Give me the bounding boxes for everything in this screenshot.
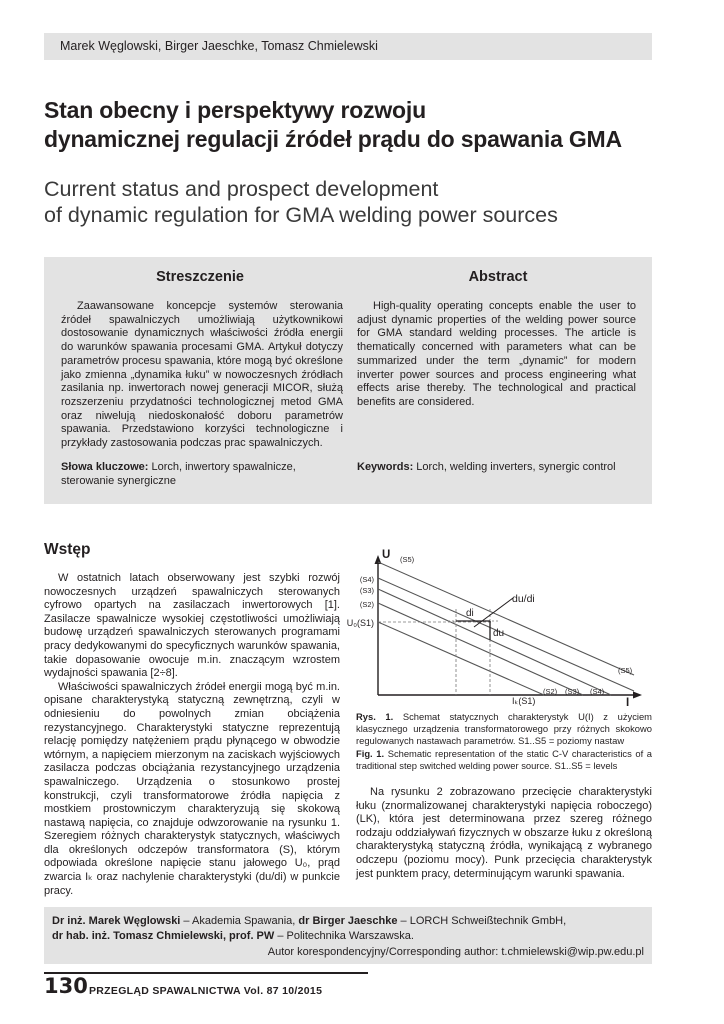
affiliation-1-org: – Akademia Spawania, xyxy=(180,915,299,927)
affiliations-box xyxy=(44,907,652,964)
page-number: 130 xyxy=(44,974,88,998)
abstract-en-heading: Abstract xyxy=(468,269,528,285)
title-polish-line-1: Stan obecny i perspektywy rozwoju xyxy=(44,97,426,123)
figure-1-diagram xyxy=(346,545,652,709)
label-s2: (S2) xyxy=(359,600,374,609)
label-u0: U₀(S1) xyxy=(346,618,374,628)
caption-pl-label: Rys. 1. xyxy=(356,711,394,722)
keywords-pl-label: Słowa kluczowe: xyxy=(61,461,149,473)
title-english-line-2: of dynamic regulation for GMA welding power sources xyxy=(44,203,558,227)
keywords-pl-text: Lorch, inwertory spawalnicze, sterowanie synergiczne xyxy=(61,461,296,487)
label-s4-bottom: (S4) xyxy=(590,687,605,696)
intro-paragraph-3: Na rysunku 2 zobrazowano przecięcie charakterystyki łuku (znormalizowanej charakterystyki napięcia roboczego) (LK), która jest determinowana przez szereg różnego rodzaju oddziaływań fizycznych w obszarze łuku z określoną charakterystyką statyczną źródła, wynikającą z wybranego odczepu (poziomu mocy). Punk przecięcia charakterystyk jest punktem pracy, determinującym warunki spawania. xyxy=(356,786,652,880)
caption-pl-text: Schemat statycznych charakterystyk U(I) z użyciem klasycznego urządzenia transformatorowego przy różnych skokowo regulowanych nastawach parametrów. S1..S5 = poziomy nastaw xyxy=(356,711,652,747)
label-s3: (S3) xyxy=(359,586,374,595)
footer-rule xyxy=(44,972,368,974)
label-s4: (S4) xyxy=(359,575,374,584)
label-di: di xyxy=(466,608,474,619)
characteristic-s4 xyxy=(378,578,634,691)
axis-u-label: U xyxy=(382,549,391,561)
keywords-en-text: Lorch, welding inverters, synergic control xyxy=(413,461,616,473)
label-s5-right: (S5) xyxy=(618,666,633,675)
authors-bar xyxy=(44,33,652,60)
intro-paragraph-1: W ostatnich latach obserwowany jest szybki rozwój nowoczesnych urządzeń spawalniczych sterowanych cyfrowo opartych na zasilaczach inwertorowych [1]. Zasilacze spawalnicze wysokiej częstotliwości umożliwiają budowę urządzeń spawalniczych sterowanych programami pracy dedykowanymi do specyficznych warunków spawania, takie dopasowanie owocuje m.in. znaczącym wzrostem wydajności spawania [2÷8]. xyxy=(44,572,340,680)
caption-en-label: Fig. 1. xyxy=(356,747,385,759)
abstract-en-text: High-quality operating concepts enable the user to adjust dynamic properties of the welding power source for GMA standard welding processes. The article is thematically concerned with parameters what can be summarized under the term „dynamic” for modern inverter power sources and process engineering what effects arise thereby. The technological and practical benefits are considered. xyxy=(357,300,636,408)
dudi-leader xyxy=(474,598,513,627)
abstract-pl-text: Zaawansowane koncepcje systemów sterowania źródeł spawalniczych umożliwiają użytkownikowi dostosowanie dynamicznych właściwości źródła energii do warunków spawania procesami GMA. Artykuł dotyczy parametrów procesu spawania, które mogą być określone jako zmienna „dynamika łuku” w nowoczesnych źródłach zasilania np. inwertorach nowej generacji MICOR, służą rozszerzeniu przydatności technologicznej metod GMA oraz niwelują niedoskonałość doboru parametrów spawania. Przedstawiono korzyści technologiczne i przykłady zastosowania podczas prac spawalniczych. xyxy=(61,300,343,450)
journal-name: PRZEGLĄD SPAWALNICTWA Vol. 87 10/2015 xyxy=(89,985,323,997)
title-english-line-1: Current status and prospect development xyxy=(44,177,439,201)
header-authors: Marek Węglowski, Birger Jaeschke, Tomasz Chmielewski xyxy=(60,39,378,53)
axis-i-label: I xyxy=(626,697,630,709)
caption-polish xyxy=(356,711,652,748)
title-polish-line-2: dynamicznej regulacji źródeł prądu do spawania GMA xyxy=(44,126,622,152)
affiliation-2-name: dr Birger Jaeschke xyxy=(298,915,398,927)
label-du: du xyxy=(493,628,505,639)
corresponding-author: Autor korespondencyjny/Corresponding author: t.chmielewski@wip.pw.edu.pl xyxy=(267,946,644,958)
affiliation-3-name: dr hab. inż. Tomasz Chmielewski, prof. PW xyxy=(52,930,275,942)
characteristic-s1 xyxy=(378,622,544,695)
title-english xyxy=(44,176,684,228)
figure-1-caption xyxy=(356,711,652,772)
characteristic-s2 xyxy=(378,603,583,695)
label-s5-top: (S5) xyxy=(400,555,415,564)
keywords-en xyxy=(357,461,639,475)
label-s3-bottom: (S3) xyxy=(565,687,580,696)
abstract-pl-heading: Streszczenie xyxy=(156,269,244,285)
title-polish xyxy=(44,96,664,154)
characteristic-s5 xyxy=(378,562,634,675)
label-ik: Iₖ(S1) xyxy=(512,696,536,706)
label-s2-bottom: (S2) xyxy=(543,687,558,696)
intro-right-column xyxy=(356,786,652,881)
keywords-en-label: Keywords: xyxy=(357,461,414,473)
keywords-pl xyxy=(61,461,343,488)
section-heading-intro: Wstęp xyxy=(44,541,91,558)
axis-i-arrow xyxy=(633,692,642,699)
intro-left-column xyxy=(44,572,340,898)
intro-paragraph-2: Właściwości spawalniczych źródeł energii mogą być m.in. opisane charakterystyką statyczną zewnętrzną, czyli w odniesieniu do powolnych zmian obciążenia rezystancyjnego. Charakterystyki statyczne reprezentują relację pomiędzy natężeniem prądu płynącego w obwodzie wtórnym, a napięciem mierzonym na zaciskach wyjściowych zasilacza podczas obciążania rezystancyjnego urządzenia spawalniczego. Urządzenia o stosunkowo prostej konstrukcji, czyli transformatorowe źródła napięcia z mostkiem prostowniczym charakteryzują się skokową nastawą napięcia, co znajduje odwzorowanie na rysunku 1. Szeregiem różnych charakterystyk statycznych, właściwych dla określonych odczepów transformatora (S), którym odpowiada określone napięcie stanu jałowego U₀, prąd zwarcia Iₖ oraz nachylenie charakterystyki (du/di) w punkcie pracy. xyxy=(44,680,340,897)
label-dudi: du/di xyxy=(512,593,535,605)
affiliation-2-org: – LORCH Schweißtechnik GmbH, xyxy=(397,915,567,927)
affiliation-3-org: – Politechnika Warszawska. xyxy=(274,930,414,942)
caption-en-text: Schematic representation of the static C-V characteristics of a traditional step switched welding power source. S1..S5 = levels xyxy=(356,747,653,771)
caption-english xyxy=(356,748,652,772)
affiliation-1-name: Dr inż. Marek Węglowski xyxy=(52,915,181,927)
characteristic-s3 xyxy=(378,589,611,695)
affiliations xyxy=(52,914,566,944)
abstract-box xyxy=(44,257,652,504)
